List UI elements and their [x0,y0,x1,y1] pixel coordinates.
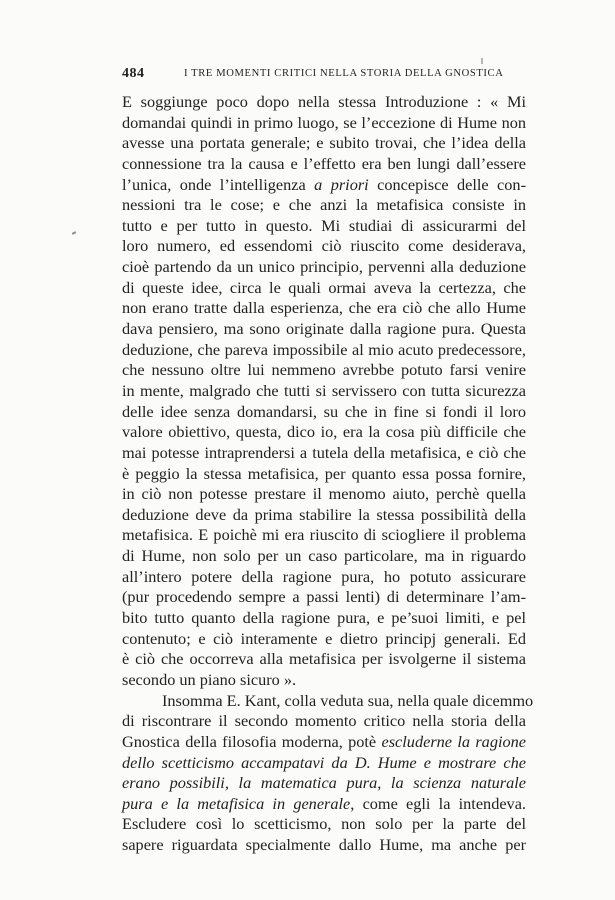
text-segment: Gnostica della filosofia moderna, potè [122,731,382,751]
text-segment: mai potesse intraprendersi a tutela della metafisica, e ciò che [122,442,526,462]
text-segment: l’unica, onde l’intelligenza [122,174,315,194]
text-line [122,340,526,361]
text-segment: deduzione, che pareva impossibile al mio acuto predecessore, [122,339,526,359]
text-segment: (pur procedendo sempre a passi lenti) di determinare l’am- [122,587,526,607]
text-line [122,711,526,732]
text-segment: Insomma E. Kant, colla veduta sua, nella quale dicemmo [162,690,534,710]
text-segment: è ciò che occorreva alla metafisica per isvolgerne il sistema [122,649,526,669]
text-segment: di riscontrare il secondo momento critico nella storia della [122,711,526,731]
text-line [122,670,526,691]
text-line [122,113,526,134]
ink-mark [481,58,483,64]
ink-mark [72,231,76,235]
text-line [122,381,526,402]
text-segment: delle idee senza domandarsi, su che in fine si fondi il loro [122,401,526,421]
text-segment: , come egli la intendeva. [350,793,526,813]
text-line [122,649,526,670]
text-line [122,484,526,505]
text-line [122,216,526,237]
text-line [122,319,526,340]
text-line [122,690,534,712]
text-line [122,402,526,423]
running-title: I TRE MOMENTI CRITICI NELLA STORIA DELLA GNOSTICA [184,68,504,79]
text-line [122,753,526,774]
text-segment: bito tutto quanto della ragione pura, e pe’suoi limiti, e pel [122,608,526,628]
text-line [122,629,526,650]
text-segment: concepisce delle con- [368,174,526,194]
text-line [122,175,526,196]
text-segment: loro numero, ed essendomi ciò riuscito come desiderava, [122,236,526,256]
text-segment: nessioni tra le cose; e che anzi la metafisica consiste in [122,195,526,215]
text-line [122,360,526,381]
text-segment: E soggiunge poco dopo nella stessa Introduzione : « Mi [122,92,526,111]
text-segment: cioè partendo da un unico principio, pervenni alla deduzione [122,257,526,277]
text-line [122,154,526,175]
text-segment: dava pensiero, ma sono originate dalla ragione pura. Questa [122,319,526,339]
body-text [122,92,534,856]
text-segment: tutto e per tutto in questo. Mi studiai di assicurarmi del [122,215,526,235]
text-line [122,278,526,299]
text-segment: avesse una portata generale; e subito trovai, che l’idea della [122,133,526,153]
text-line [122,298,526,319]
text-segment: metafisica. E poichè mi era riuscito di sciogliere il problema [122,525,526,545]
page-number: 484 [122,66,145,81]
text-segment: non erano tratte dalla esperienza, che era ciò che allo Hume [122,298,526,318]
text-line [122,505,526,526]
text-segment: è peggio la stessa metafisica, per quanto essa possa fornire, [122,463,526,483]
text-segment: di queste idee, circa le quali ormai aveva la certezza, che [122,277,526,297]
text-segment: Escludere così lo scetticismo, non solo per la parte del [122,814,526,834]
text-segment: sapere riguardata specialmente dallo Hume, ma anche per [122,835,526,855]
italic-text: dello scetticismo accampatavi da D. Hume e mostrare che [122,752,526,772]
text-line [122,236,526,257]
italic-text: pura e la metafisica in generale [122,793,351,813]
text-line [122,732,526,753]
text-segment: domandai quindi in primo luogo, se l’eccezione di Hume non [122,112,526,132]
italic-text: escluderne la ragione [381,731,526,751]
text-segment: contenuto; e ciò interamente e dietro principj generali. Ed [122,628,526,648]
text-line [122,794,526,815]
text-line [122,587,526,608]
text-segment: deduzione deve da prima stabilire la stessa possibilità della [122,504,526,524]
running-head [122,66,532,86]
text-line [122,133,526,154]
italic-text: a priori [314,174,369,194]
text-line [122,443,526,464]
text-segment: di Hume, non solo per un caso particolare, ma in riguardo [122,546,526,566]
text-segment: all’intero potere della ragione pura, ho potuto assicurare [122,566,526,586]
text-line [122,773,526,794]
text-segment: in mente, malgrado che tutti si servissero con tutta sicurezza [122,380,526,400]
text-segment: valore obiettivo, questa, dico io, era la cosa più difficile che [122,422,526,442]
text-line [122,422,526,443]
text-line [122,464,526,485]
text-segment: che nessuno oltre lui nemmeno avrebbe potuto farsi venire [122,360,526,380]
text-line [122,546,526,567]
text-line [122,814,526,835]
text-line [122,567,526,588]
text-segment: connessione tra la causa e l’effetto era ben lungi dall’essere [122,153,526,173]
text-line [122,92,526,113]
text-line [122,195,526,216]
text-segment: in ciò non potesse prestare il menomo aiuto, perchè quella [122,484,526,504]
text-segment: secondo un piano sicuro ». [122,669,297,689]
italic-text: erano possibili, la matematica pura, la scienza naturale [122,773,526,793]
text-line [122,608,526,629]
text-line [122,835,526,856]
text-line [122,525,526,546]
text-line [122,257,526,278]
